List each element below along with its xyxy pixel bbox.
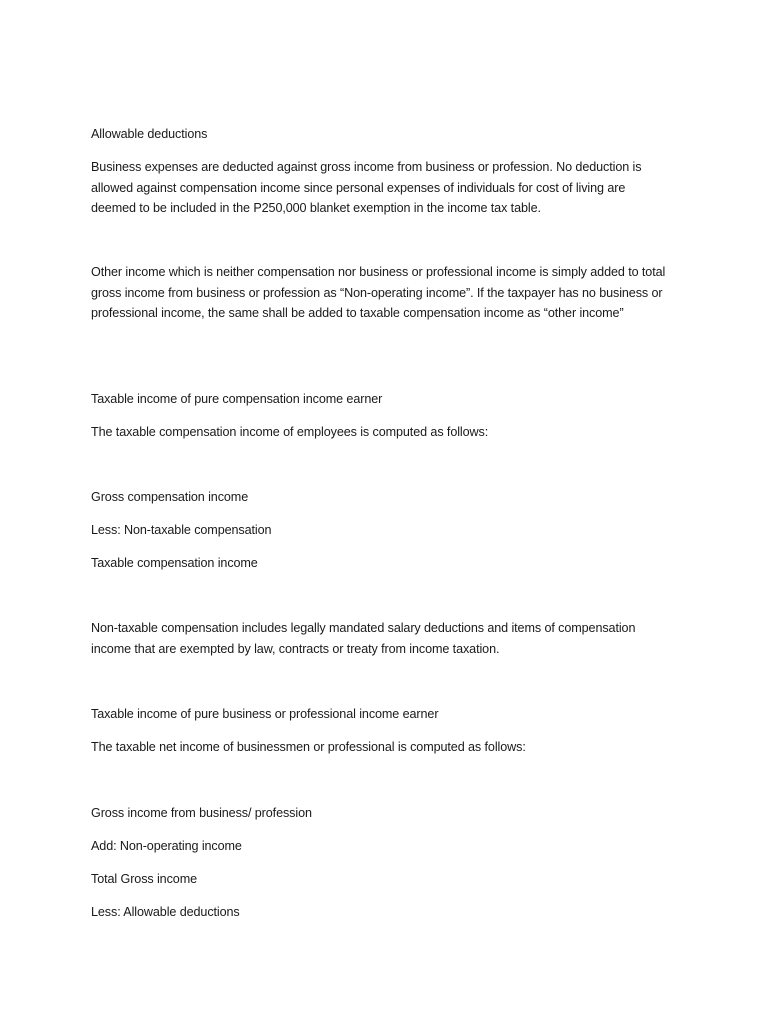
line-taxable-compensation: Taxable compensation income (91, 556, 258, 570)
heading-compensation-earner: Taxable income of pure compensation income earner (91, 392, 383, 406)
heading-allowable-deductions: Allowable deductions (91, 127, 208, 141)
heading-business-earner: Taxable income of pure business or professional income earner (91, 707, 439, 721)
paragraph-other-income: Other income which is neither compensation nor business or professional income is simply added to total gross income from business or profession as “Non-operating income”. If the taxpayer has no business or professional income, the same shall be added to taxable compensation income as “other income” (91, 265, 666, 320)
paragraph-business-computed: The taxable net income of businessmen or professional is computed as follows: (91, 740, 526, 754)
line-gross-compensation: Gross compensation income (91, 490, 249, 504)
line-total-gross: Total Gross income (91, 872, 197, 886)
paragraph-non-taxable: Non-taxable compensation includes legally mandated salary deductions and items of compensation income that are exempted by law, contracts or treaty from income taxation. (91, 621, 636, 656)
line-add-non-operating: Add: Non-operating income (91, 839, 242, 853)
line-less-non-taxable: Less: Non-taxable compensation (91, 523, 272, 537)
paragraph-compensation-computed: The taxable compensation income of employees is computed as follows: (91, 425, 489, 439)
paragraph-business-expenses: Business expenses are deducted against gross income from business or profession. No deduction is allowed against compensation income since personal expenses of individuals for cost of living are deemed to be included in the P250,000 blanket exemption in the income tax table. (91, 160, 642, 215)
line-less-allowable: Less: Allowable deductions (91, 905, 240, 919)
line-gross-business: Gross income from business/ profession (91, 806, 312, 820)
